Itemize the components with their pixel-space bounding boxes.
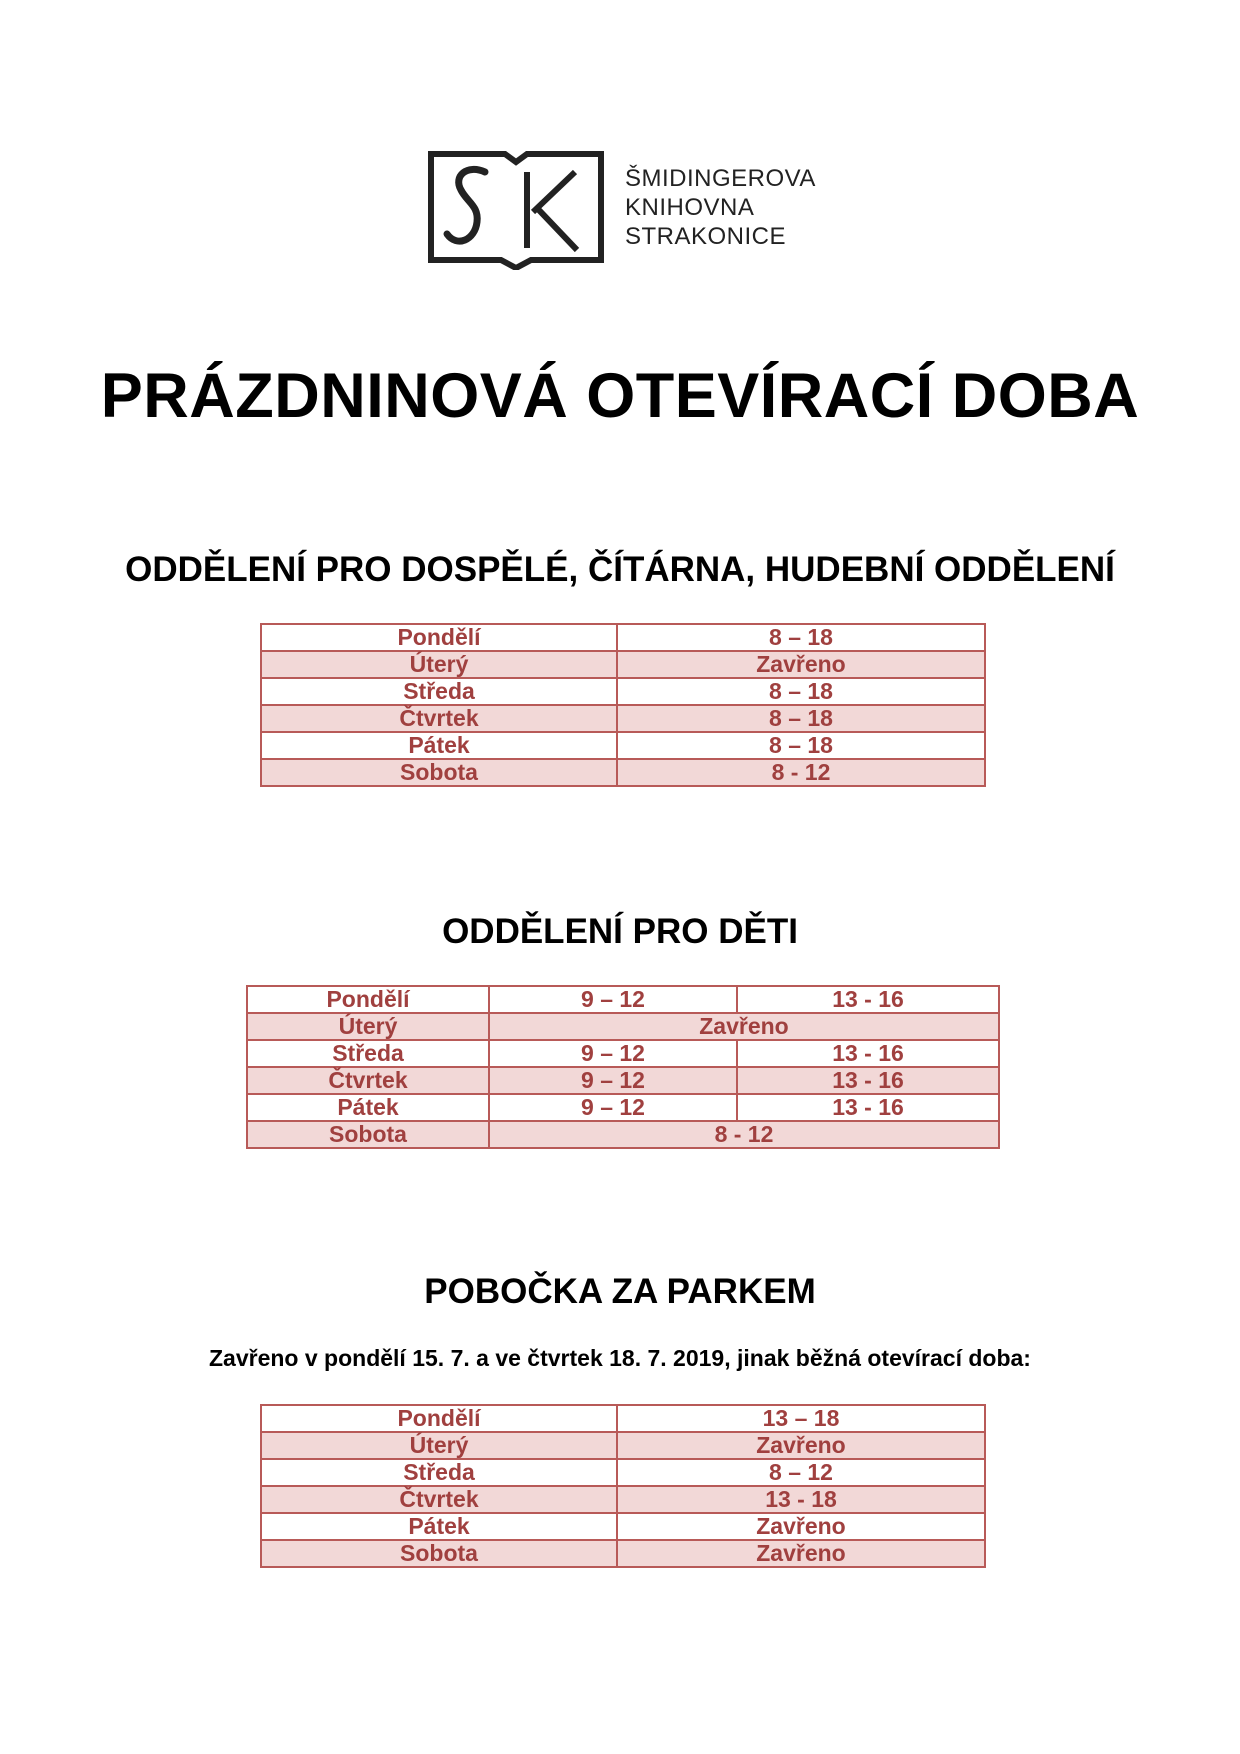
day-cell: Středa bbox=[247, 1040, 489, 1067]
table-row bbox=[261, 705, 985, 732]
table-row bbox=[261, 1513, 985, 1540]
table-row bbox=[261, 1405, 985, 1432]
hours-table-adults bbox=[260, 623, 986, 787]
page-title: PRÁZDNINOVÁ OTEVÍRACÍ DOBA bbox=[100, 361, 1140, 431]
section-title-branch: POBOČKA ZA PARKEM bbox=[424, 1272, 816, 1311]
library-name-line-3: STRAKONICE bbox=[625, 223, 787, 250]
library-name-line-1: ŠMIDINGEROVA bbox=[625, 165, 816, 192]
table-row bbox=[247, 1094, 999, 1121]
hours-cell: 8 – 12 bbox=[617, 1459, 985, 1486]
day-cell: Pátek bbox=[261, 1513, 617, 1540]
hours-cell: 8 - 12 bbox=[617, 759, 985, 786]
hours-cell: 8 - 12 bbox=[489, 1121, 999, 1148]
book-logo-icon bbox=[427, 150, 605, 270]
morning-hours-cell: 9 – 12 bbox=[489, 986, 737, 1013]
hours-cell: 8 – 18 bbox=[617, 732, 985, 759]
hours-cell: Zavřeno bbox=[617, 1432, 985, 1459]
library-name bbox=[625, 164, 816, 251]
table-row bbox=[261, 759, 985, 786]
morning-hours-cell: 9 – 12 bbox=[489, 1040, 737, 1067]
hours-cell: Zavřeno bbox=[617, 1513, 985, 1540]
hours-cell: Zavřeno bbox=[489, 1013, 999, 1040]
table-row bbox=[261, 732, 985, 759]
morning-hours-cell: 9 – 12 bbox=[489, 1094, 737, 1121]
library-name-line-2: KNIHOVNA bbox=[625, 194, 755, 221]
afternoon-hours-cell: 13 - 16 bbox=[737, 1040, 999, 1067]
hours-cell: 8 – 18 bbox=[617, 624, 985, 651]
day-cell: Pátek bbox=[247, 1094, 489, 1121]
hours-cell: 8 – 18 bbox=[617, 678, 985, 705]
table-row bbox=[261, 1486, 985, 1513]
afternoon-hours-cell: 13 - 16 bbox=[737, 1094, 999, 1121]
afternoon-hours-cell: 13 - 16 bbox=[737, 1067, 999, 1094]
afternoon-hours-cell: 13 - 16 bbox=[737, 986, 999, 1013]
day-cell: Čtvrtek bbox=[247, 1067, 489, 1094]
section-title-children: ODDĚLENÍ PRO DĚTI bbox=[442, 912, 798, 951]
hours-cell: 8 – 18 bbox=[617, 705, 985, 732]
day-cell: Čtvrtek bbox=[261, 1486, 617, 1513]
day-cell: Středa bbox=[261, 1459, 617, 1486]
table-row bbox=[247, 1067, 999, 1094]
day-cell: Pondělí bbox=[247, 986, 489, 1013]
day-cell: Pátek bbox=[261, 732, 617, 759]
day-cell: Sobota bbox=[247, 1121, 489, 1148]
table-row bbox=[261, 678, 985, 705]
day-cell: Středa bbox=[261, 678, 617, 705]
day-cell: Úterý bbox=[247, 1013, 489, 1040]
morning-hours-cell: 9 – 12 bbox=[489, 1067, 737, 1094]
table-row bbox=[261, 1459, 985, 1486]
day-cell: Sobota bbox=[261, 1540, 617, 1567]
hours-cell: 13 – 18 bbox=[617, 1405, 985, 1432]
day-cell: Čtvrtek bbox=[261, 705, 617, 732]
table-row bbox=[261, 651, 985, 678]
library-logo bbox=[427, 150, 827, 270]
hours-table-branch bbox=[260, 1404, 986, 1568]
table-row bbox=[247, 1013, 999, 1040]
table-row bbox=[261, 1540, 985, 1567]
hours-table-children bbox=[246, 985, 1000, 1149]
closure-note: Zavřeno v pondělí 15. 7. a ve čtvrtek 18. 7. 2019, jinak běžná otevírací doba: bbox=[209, 1345, 1031, 1371]
day-cell: Úterý bbox=[261, 1432, 617, 1459]
table-row bbox=[247, 1121, 999, 1148]
day-cell: Pondělí bbox=[261, 1405, 617, 1432]
hours-cell: Zavřeno bbox=[617, 651, 985, 678]
hours-cell: 13 - 18 bbox=[617, 1486, 985, 1513]
hours-cell: Zavřeno bbox=[617, 1540, 985, 1567]
table-row bbox=[261, 624, 985, 651]
table-row bbox=[261, 1432, 985, 1459]
table-row bbox=[247, 1040, 999, 1067]
day-cell: Pondělí bbox=[261, 624, 617, 651]
section-title-adults: ODDĚLENÍ PRO DOSPĚLÉ, ČÍTÁRNA, HUDEBNÍ ODDĚLENÍ bbox=[125, 550, 1115, 589]
day-cell: Sobota bbox=[261, 759, 617, 786]
table-row bbox=[247, 986, 999, 1013]
day-cell: Úterý bbox=[261, 651, 617, 678]
